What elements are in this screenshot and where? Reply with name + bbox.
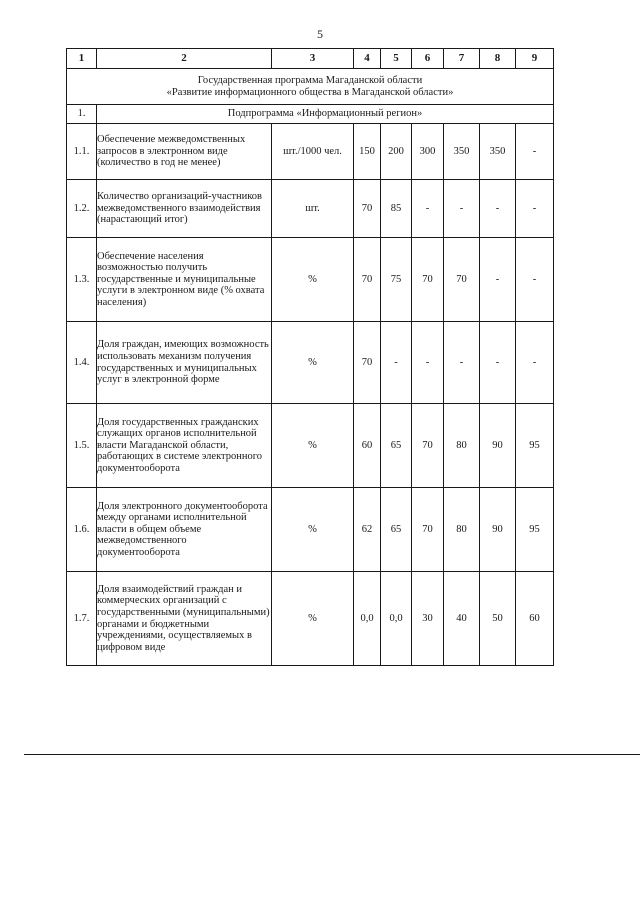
- indicator-value: -: [444, 180, 480, 238]
- indicator-value: 80: [444, 404, 480, 488]
- indicator-value: 60: [516, 572, 554, 666]
- indicator-value: 95: [516, 488, 554, 572]
- indicator-value: -: [412, 322, 444, 404]
- indicator-value: 150: [354, 124, 381, 180]
- row-number: 1.7.: [67, 572, 97, 666]
- indicator-value: 80: [444, 488, 480, 572]
- indicator-description: Обеспечение межведомственных запросов в электронном виде (количество в год не менее): [97, 124, 272, 180]
- indicator-value: 75: [381, 238, 412, 322]
- program-title-line1: Государственная программа Магаданской области: [197, 74, 423, 86]
- indicator-unit: %: [272, 322, 354, 404]
- bottom-rule: [24, 754, 640, 755]
- column-header: 7: [444, 49, 480, 69]
- indicator-value: 62: [354, 488, 381, 572]
- table-row: [67, 124, 554, 180]
- program-title-line2: «Развитие информационного общества в Магаданской области»: [166, 86, 454, 98]
- indicator-value: 50: [480, 572, 516, 666]
- indicator-value: 70: [412, 488, 444, 572]
- indicator-value: 0,0: [381, 572, 412, 666]
- indicator-value: -: [381, 322, 412, 404]
- program-title-row: [67, 69, 554, 105]
- table-row: [67, 488, 554, 572]
- indicator-value: 200: [381, 124, 412, 180]
- indicator-value: -: [480, 238, 516, 322]
- indicator-value: -: [412, 180, 444, 238]
- indicator-unit: %: [272, 572, 354, 666]
- column-header: 9: [516, 49, 554, 69]
- indicator-unit: %: [272, 488, 354, 572]
- indicator-value: 90: [480, 488, 516, 572]
- page-number: 5: [317, 27, 323, 41]
- indicator-value: 0,0: [354, 572, 381, 666]
- indicator-value: 65: [381, 404, 412, 488]
- indicator-value: 60: [354, 404, 381, 488]
- column-header: 6: [412, 49, 444, 69]
- table-row: [67, 322, 554, 404]
- row-number: 1.5.: [67, 404, 97, 488]
- column-header: 1: [67, 49, 97, 69]
- subprogram-row: [67, 105, 554, 124]
- indicator-unit: %: [272, 238, 354, 322]
- column-header: 8: [480, 49, 516, 69]
- indicator-value: -: [480, 322, 516, 404]
- indicator-value: 40: [444, 572, 480, 666]
- table-row: [67, 572, 554, 666]
- table-row: [67, 180, 554, 238]
- column-header: 3: [272, 49, 354, 69]
- indicator-description: Количество организаций-участников межведомственного взаимодействия (нарастающий итог): [97, 180, 272, 238]
- indicator-value: 85: [381, 180, 412, 238]
- indicator-value: 300: [412, 124, 444, 180]
- row-number: 1.3.: [67, 238, 97, 322]
- indicator-description: Доля граждан, имеющих возможность использовать механизм получения государственных и муниципальных услуг в электронной форме: [97, 322, 272, 404]
- indicator-value: 30: [412, 572, 444, 666]
- column-header: 2: [97, 49, 272, 69]
- row-number: 1.2.: [67, 180, 97, 238]
- column-header: 5: [381, 49, 412, 69]
- indicator-value: 70: [412, 238, 444, 322]
- indicator-value: -: [516, 124, 554, 180]
- subprogram-number: 1.: [67, 105, 97, 124]
- indicator-description: Обеспечение населения возможностью получить государственные и муниципальные услуги в электронном виде (% охвата населения): [97, 238, 272, 322]
- indicator-unit: шт./1000 чел.: [272, 124, 354, 180]
- row-number: 1.4.: [67, 322, 97, 404]
- indicator-value: -: [480, 180, 516, 238]
- column-header: 4: [354, 49, 381, 69]
- indicator-value: -: [516, 180, 554, 238]
- indicator-value: 70: [412, 404, 444, 488]
- table-row: [67, 404, 554, 488]
- row-number: 1.1.: [67, 124, 97, 180]
- indicator-unit: шт.: [272, 180, 354, 238]
- indicator-description: Доля взаимодействий граждан и коммерческих организаций с государственными (муниципальными) органами и бюджетными учреждениями, осуществляемых в цифровом виде: [97, 572, 272, 666]
- program-indicators-table: [66, 48, 554, 666]
- indicator-value: -: [444, 322, 480, 404]
- indicator-value: 70: [444, 238, 480, 322]
- table-row: [67, 238, 554, 322]
- indicator-value: 70: [354, 322, 381, 404]
- indicator-value: 70: [354, 238, 381, 322]
- indicator-value: 350: [444, 124, 480, 180]
- indicator-value: 65: [381, 488, 412, 572]
- indicator-description: Доля электронного документооборота между органами исполнительной власти в общем объеме межведомственного документооборота: [97, 488, 272, 572]
- column-header-row: [67, 49, 554, 69]
- indicator-value: -: [516, 322, 554, 404]
- indicator-description: Доля государственных гражданских служащих органов исполнительной власти Магаданской области, работающих в системе электронного документооборота: [97, 404, 272, 488]
- indicator-value: 95: [516, 404, 554, 488]
- subprogram-title: Подпрограмма «Информационный регион»: [97, 105, 554, 124]
- indicator-unit: %: [272, 404, 354, 488]
- indicator-value: 350: [480, 124, 516, 180]
- indicator-value: 70: [354, 180, 381, 238]
- indicator-value: 90: [480, 404, 516, 488]
- indicator-value: -: [516, 238, 554, 322]
- row-number: 1.6.: [67, 488, 97, 572]
